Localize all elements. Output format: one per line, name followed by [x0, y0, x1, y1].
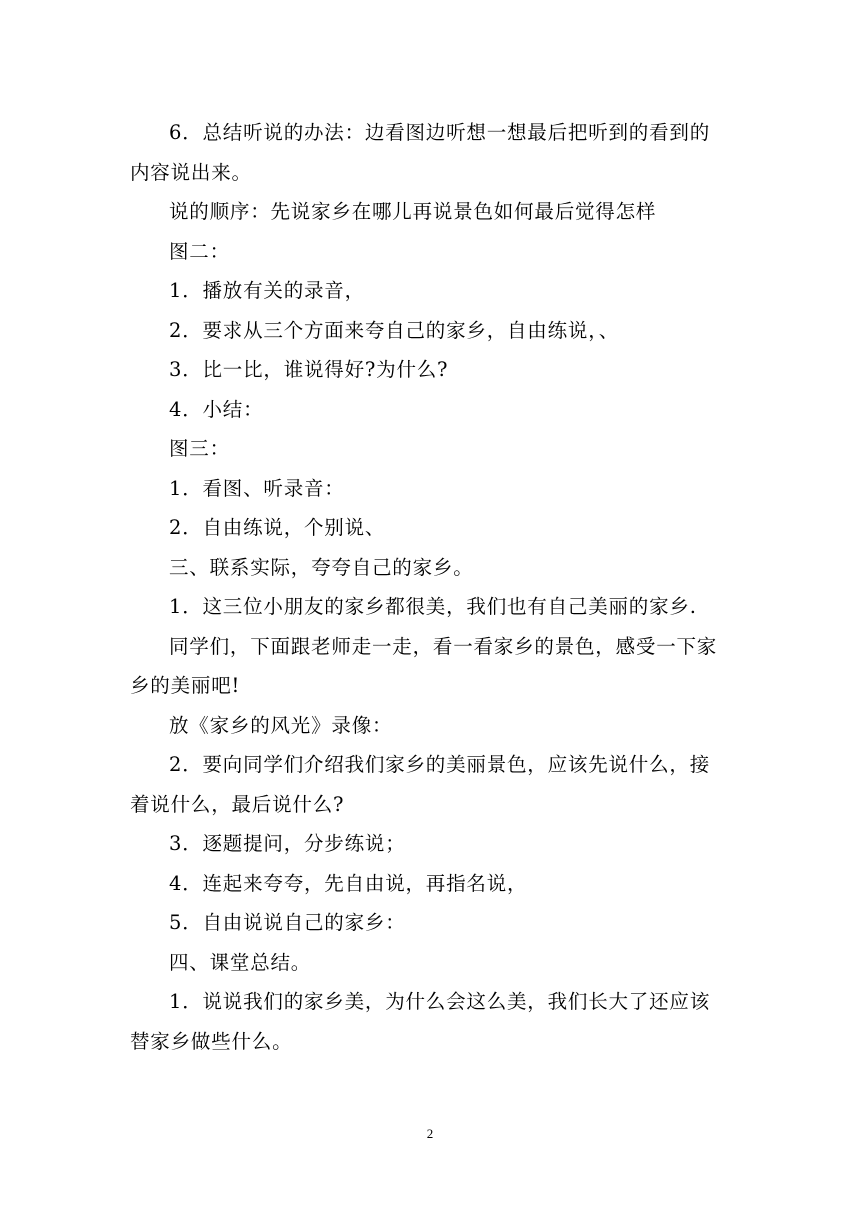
paragraph-talk-hometown: 5．自由说说自己的家乡：	[169, 911, 406, 934]
paragraph-play-recording: 1．播放有关的录音，	[169, 279, 365, 302]
paragraph-look-listen: 1．看图、听录音：	[169, 476, 345, 500]
page-number: 2	[426, 1126, 434, 1141]
paragraph-connect-praise: 4．连起来夸夸，先自由说，再指名说，	[169, 871, 528, 895]
paragraph-free-practice: 2．自由练说，个别说、	[169, 516, 386, 539]
paragraph-beautiful-hometowns: 1．这三位小朋友的家乡都很美，我们也有自己美丽的家乡.	[169, 595, 697, 618]
paragraph-follow-teacher: 同学们，下面跟老师走一走，看一看家乡的景色，感受一下家乡的美丽吧!	[130, 634, 718, 697]
paragraph-introduce-scenery: 2．要向同学们介绍我们家乡的美丽景色，应该先说什么，接着说什么，最后说什么?	[130, 753, 711, 816]
paragraph-section-four-heading: 四、课堂总结。	[169, 950, 312, 974]
paragraph-three-aspects: 2．要求从三个方面来夸自己的家乡，自由练说，、	[169, 318, 620, 342]
paragraph-play-video: 放《家乡的风光》录像：	[169, 713, 393, 737]
paragraph-speaking-order: 说的顺序：先说家乡在哪儿再说景色如何最后觉得怎样	[169, 200, 657, 223]
paragraph-section-three-heading: 三、联系实际，夸夸自己的家乡。	[169, 555, 474, 579]
document-body	[130, 113, 730, 1061]
paragraph-class-summary: 1．说说我们的家乡美，为什么会这么美，我们长大了还应该替家乡做些什么。	[130, 990, 711, 1053]
paragraph-step-questions: 3．逐题提问，分步练说；	[169, 832, 406, 855]
paragraph-figure-three-heading: 图三：	[169, 437, 230, 460]
paragraph-summary: 4．小结：	[169, 397, 264, 421]
paragraph-compare: 3．比一比，谁说得好?为什么?	[169, 358, 449, 381]
paragraph-summary-method: 6．总结听说的办法：边看图边听想一想最后把听到的看到的内容说出来。	[130, 121, 711, 184]
paragraph-figure-two-heading: 图二：	[169, 239, 230, 263]
